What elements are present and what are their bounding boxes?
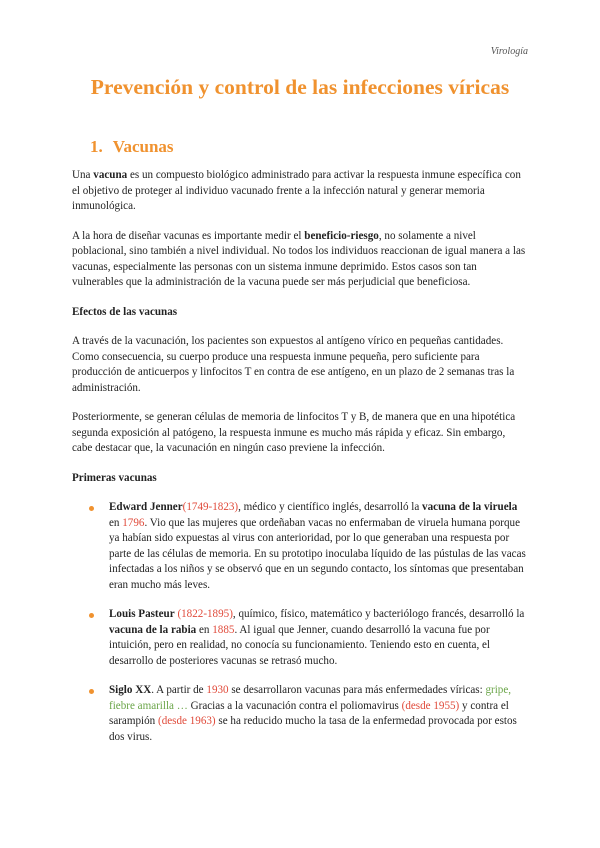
- paragraph-definition: Una vacuna es un compuesto biológico administrado para activar la respuesta inmune específica con el objetivo de proteger al individuo vacunado frente a la infección natural y generar memoria inmunológica.: [72, 169, 521, 212]
- list-item: Louis Pasteur (1822-1895), químico, físico, matemático y bacteriólogo francés, desarrolló la vacuna de la rabia en 1885. Al igual que Jenner, cuando desarrolló la vacuna fue por intuición, pero en realidad, no conocía su funcionamiento. Teniendo esto en cuenta, el desarrollo de posteriores vacunas se retrasó mucho.: [72, 607, 528, 669]
- term-beneficio-riesgo: beneficio-riesgo: [304, 229, 379, 242]
- paragraph-efectos-1: A través de la vacunación, los pacientes son expuestos al antígeno vírico en pequeñas cantidades. Como consecuencia, su cuerpo produce una respuesta inmune pequeña, pero suficiente para producción de anticuerpos y linfocitos T en contra de ese antígeno, en un plazo de 2 semanas tras la administración.: [72, 335, 515, 394]
- list-item: Siglo XX. A partir de 1930 se desarrollaron vacunas para más enfermedades víricas: gripe, fiebre amarilla … Gracias a la vacunación contra el poliomavirus (desde 1955) y contra el sarampión (desde 1963) se ha reducido mucho la tasa de la enfermedad provocada por estos dos virus.: [72, 683, 528, 745]
- year: 1796: [122, 516, 145, 529]
- list-item: Edward Jenner(1749-1823), médico y científico inglés, desarrolló la vacuna de la viruela en 1796. Vio que las mujeres que ordeñaban vacas no enfermaban de viruela humana porque ya habían sido expuestas al virus con anterioridad, por lo que generaban una respuesta por parte de las células de memoria. En su prototipo inoculaba líquido de las pústulas de las vacas infectadas a los niños y se observó que en un segundo contacto, los síntomas que presentaban eran mucho más leves.: [72, 500, 528, 593]
- running-header: Virología: [490, 46, 528, 57]
- vaccine-history-list: [72, 500, 528, 745]
- disease-list: gripe, fiebre amarilla …: [109, 684, 512, 712]
- year: 1930: [206, 684, 229, 696]
- subheading-primeras: Primeras vacunas: [72, 471, 157, 484]
- paragraph-efectos-2: Posteriormente, se generan células de memoria de linfocitos T y B, de manera que en una hipotética segunda exposición al patógeno, la respuesta inmune es mucho más rápida y eficaz. Sin embargo, cabe destacar que, la vacunación en ningún caso previene la infección.: [72, 411, 516, 454]
- date-range: (1749-1823): [182, 501, 239, 513]
- section-body: [72, 168, 528, 759]
- date-range: (1822-1895): [177, 608, 233, 620]
- paragraph-beneficio-riesgo: A la hora de diseñar vacunas es importante medir el beneficio-riesgo, no solamente a nivel poblacional, sino también a nivel individual. No todos los individuos reaccionan de igual manera a las vacunas, especialmente las personas con un sistema inmune deprimido. Estos casos son tan vulnerables que la administración de la vacuna puede ser más perjudicial que beneficiosa.: [72, 229, 526, 288]
- term-vacuna: vacuna: [93, 169, 128, 181]
- section-number: 1.: [90, 137, 103, 156]
- section-heading: [90, 137, 174, 157]
- page-title: Prevención y control de las infecciones víricas: [90, 75, 510, 99]
- date-range: (desde 1963): [158, 715, 216, 727]
- subheading-efectos: Efectos de las vacunas: [72, 305, 178, 318]
- section-title: Vacunas: [112, 137, 174, 156]
- bullet-icon: [89, 613, 94, 618]
- year: 1885: [212, 623, 235, 636]
- bullet-icon: [89, 689, 94, 694]
- bullet-icon: [89, 506, 94, 511]
- date-range: (desde 1955): [401, 699, 460, 712]
